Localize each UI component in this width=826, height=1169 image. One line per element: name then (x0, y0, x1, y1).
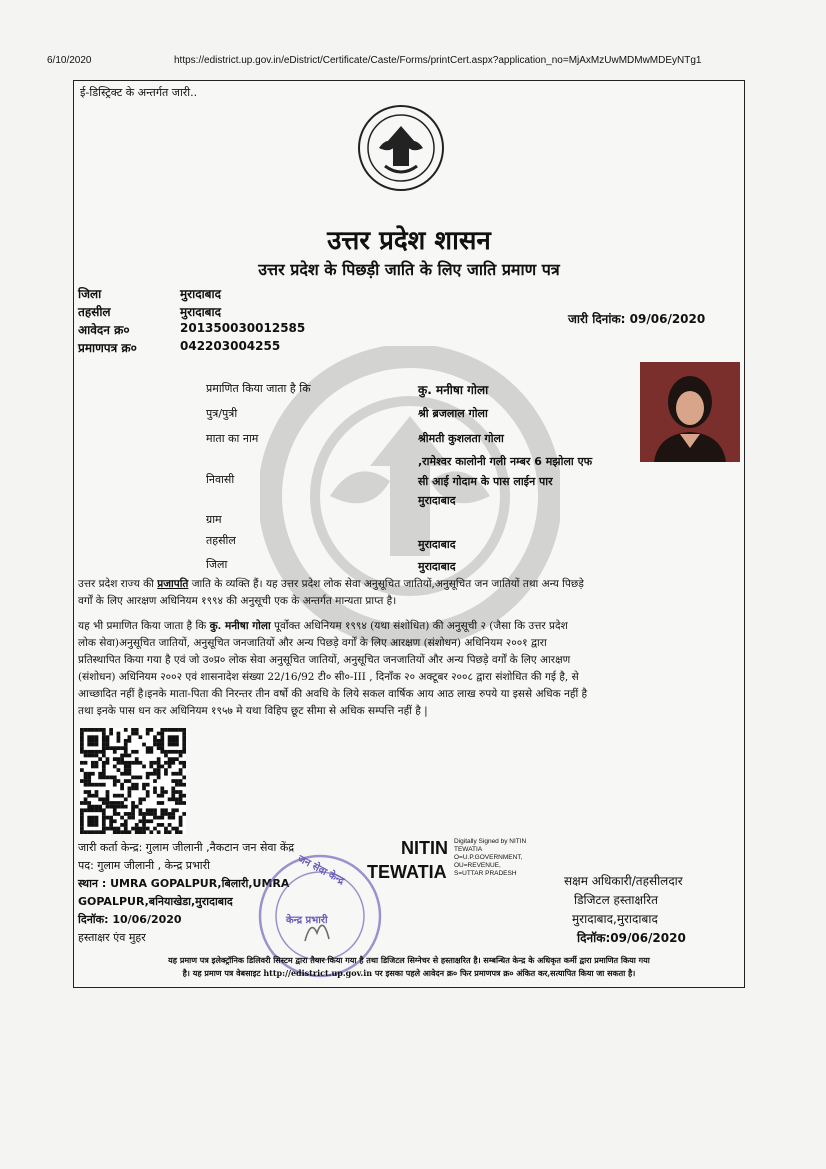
paragraph-1 (78, 576, 742, 610)
government-title: उत्तर प्रदेश शासन (327, 226, 491, 256)
digital-signer-first-name: NITIN (401, 838, 448, 858)
footnote-line-1: यह प्रमाण पत्र इलेक्ट्रॉनिक डिलिवरी सिस्टम द्वारा तैयार किया गया है तथा डिजिटल सिग्नेचर से हस्ताक्षरित है। सम्बन्धित केन्द्र के अधिकृत कर्मी द्वारा प्रमाणित किया गया (168, 955, 650, 965)
issuer-sign-label: हस्ताक्षर एंव मुहर (78, 931, 146, 944)
authority-sign: डिजिटल हस्ताक्षरित (574, 893, 658, 907)
issue-date-label: जारी दिनांक: (568, 312, 626, 326)
district2-label: जिला (206, 558, 228, 571)
para1-start: उत्तर प्रदेश राज्य की (78, 578, 154, 590)
digital-sign-line: Digitally Signed by NITIN (454, 838, 527, 845)
para1-mid: जाति के व्यक्ति हैं। यह उत्तर प्रदेश लोक सेवा अनुसूचित जातियों,अनुसूचित जन जातियों तथा अन्य पिछड़े (191, 578, 584, 590)
issuer-post: पद: गुलाम जीलानी , केन्द्र प्रभारी (78, 859, 211, 872)
person-photo-icon (640, 362, 740, 462)
mother-label: माता का नाम (206, 432, 259, 445)
certificate-label: प्रमाणपत्र क्र० (78, 341, 137, 355)
issuer-place-2: GOPALPUR,बनियाखेडा,मुरादाबाद (78, 895, 233, 908)
district-value: मुरादाबाद (180, 287, 222, 301)
paragraph-2 (78, 618, 742, 720)
certified-label: प्रमाणित किया जाता है कि (206, 382, 311, 395)
certificate-title: उत्तर प्रदेश के पिछड़ी जाति के लिए जाति प्रमाण पत्र (258, 260, 560, 279)
para2-start: यह भी प्रमाणित किया जाता है कि (78, 620, 207, 632)
tehsil-label: तहसील (78, 305, 111, 319)
tehsil2-value: मुरादाबाद (418, 538, 456, 551)
up-emblem-icon (357, 104, 445, 192)
digital-sign-line: OU=REVENUE, (454, 862, 501, 869)
address-line-1: ,रामेश्वर कालोनी गली नम्बर 6 मझोला एफ (418, 455, 593, 468)
district-label: जिला (78, 287, 102, 301)
tehsil2-label: तहसील (206, 534, 236, 547)
qr-code (80, 728, 186, 834)
tehsil-value: मुरादाबाद (180, 305, 222, 319)
district2-value: मुरादाबाद (418, 560, 456, 573)
digital-sign-line: O=U.P.GOVERNMENT, (454, 854, 523, 861)
para2-line3: प्रतिस्थापित किया गया है एवं जो उ०प्र० लोक सेवा अनुसूचित जातियों, अनुसूचित जनजातियों और अन्य पिछड़े वर्गों के लिए आरक्षण (78, 654, 571, 666)
para2-line2: लोक सेवा)अनुसूचित जातियों, अनुसूचित जनजातियों और अन्य पिछड़े वर्गों के लिए आरक्षण (संशोधन) अधिनियम २००१ द्वारा (78, 637, 547, 649)
print-url: https://edistrict.up.gov.in/eDistrict/Certificate/Caste/Forms/printCert.aspx?application_no=MjAxMzUwMDMwMDEyNTg1 (174, 55, 702, 66)
issuer-place-1: स्थान : UMRA GOPALPUR,बिलारी,UMRA (78, 877, 290, 890)
application-number: 201350030012585 (180, 321, 306, 335)
issuer-date: दिनॉक: 10/06/2020 (78, 913, 182, 926)
print-date: 6/10/2020 (47, 55, 92, 66)
authority-date: दिनॉक:09/06/2020 (577, 931, 686, 945)
digital-sign-line: TEWATIA (454, 846, 483, 853)
address-line-2: सी आई गोदाम के पास लाईन पार (418, 475, 553, 488)
certificate-number: 042203004255 (180, 339, 281, 353)
para2-line4: (संशोधन) अधिनियम २००२ एवं शासनादेश संख्या 22/16/92 टी० सी०-III , दिनाँक २० अक्टूबर २००८ द्वारा संशोधित की गई है, से (78, 671, 579, 683)
seal-text-middle: केन्द्र प्रभारी (286, 915, 328, 926)
issue-date-value: 09/06/2020 (629, 312, 706, 326)
issued-under-text: ई-डिस्ट्रिक्ट के अन्तर्गत जारी.. (80, 86, 198, 99)
relation-label: पुत्र/पुत्री (206, 407, 238, 420)
authority-title: सक्षम अधिकारी/तहसीलदार (564, 874, 683, 888)
applicant-photo (640, 362, 740, 462)
digital-sign-details (454, 838, 526, 878)
person-name: कु. मनीषा गोला (418, 383, 489, 397)
issue-date (568, 310, 705, 327)
para2-person-name: कु. मनीषा गोला (209, 620, 271, 632)
father-name: श्री ब्रजलाल गोला (418, 407, 488, 420)
mother-name: श्रीमती कुशलता गोला (418, 432, 504, 445)
address-line-3: मुरादाबाद (418, 494, 456, 507)
authority-place: मुरादाबाद,मुरादाबाद (572, 912, 658, 926)
caste-name: प्रजापति (157, 578, 189, 590)
para2-line1: पूर्वोक्त अधिनियम १९९४ (यथा संशोधित) की अनुसूची २ (जैसा कि उत्तर प्रदेश (274, 620, 568, 632)
digital-sign-line: S=UTTAR PRADESH (454, 870, 517, 877)
certificate (73, 80, 745, 988)
para2-line6: तथा इनके पास धन कर अधिनियम १९५७ मे यथा विहिप छूट सीमा से अधिक सम्पत्ति नहीं है | (78, 705, 428, 717)
village-label: ग्राम (206, 513, 222, 526)
application-label: आवेदन क्र० (78, 323, 130, 337)
para1-end: वर्गों के लिए आरक्षण अधिनियम १९९४ की अनुसूची एक के अन्तर्गत मान्यता प्राप्त है। (78, 595, 397, 607)
footnote-line-2: है। यह प्रमाण पत्र वेबसाइट http://edistrict.up.gov.in पर इसका पहले आवेदन क्र० फिर प्रमाणपत्र क्र० अंकित कर,सत्यापित किया जा सकता है। (182, 968, 636, 978)
seal-text-top: जन सेवा केन्द्र (295, 853, 346, 888)
para2-line5: आच्छादित नहीं है।इनके माता-पिता की निरन्तर तीन वर्षो की अवधि के लिये सकल वार्षिक आय आठ लाख रुपये या इससे अधिक नहीं है (78, 688, 588, 700)
digital-signer-last-name: TEWATIA (367, 862, 447, 882)
issuer-center: जारी कर्ता केन्द्र: गुलाम जीलानी ,नैकटान जन सेवा केंद्र (78, 841, 295, 854)
resident-label: निवासी (206, 473, 235, 486)
